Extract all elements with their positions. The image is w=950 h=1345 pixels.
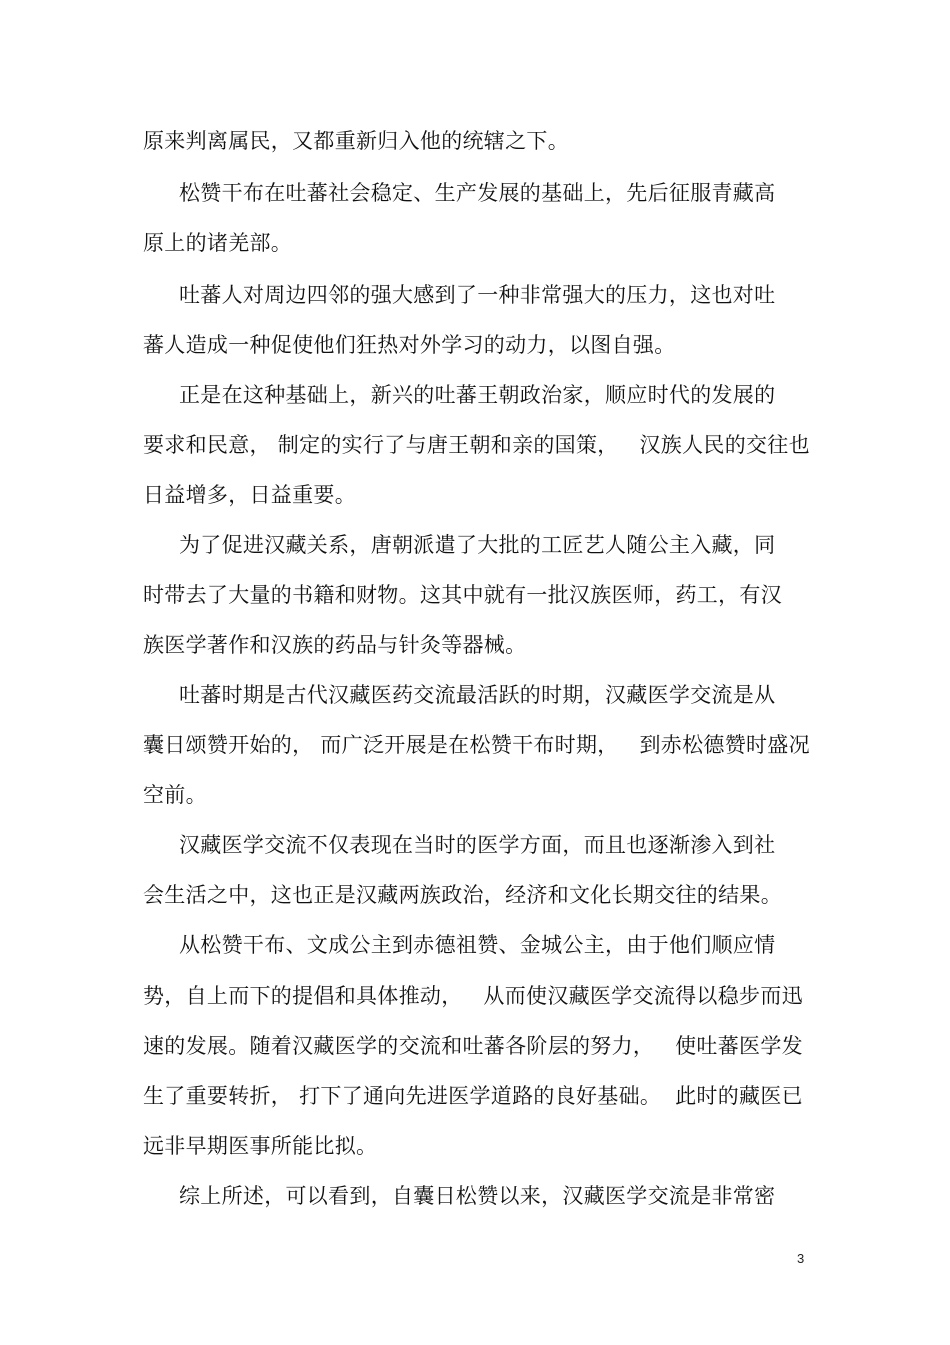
text-line: 要求和民意， 制定的实行了与唐王朝和亲的国策， 汉族人民的交往也 xyxy=(143,433,810,457)
text-line: 日益增多，日益重要。 xyxy=(143,483,356,507)
paragraph-first-line: 从松赞干布、文成公主到赤德祖赞、金城公主，由于他们顺应情 xyxy=(179,933,776,957)
paragraph-first-line: 综上所述，可以看到，自囊日松赞以来，汉藏医学交流是非常密 xyxy=(179,1184,776,1208)
paragraph-first-line: 松赞干布在吐蕃社会稳定、生产发展的基础上，先后征服青藏高 xyxy=(179,181,776,205)
text-line: 蕃人造成一种促使他们狂热对外学习的动力，以图自强。 xyxy=(143,333,676,357)
page-number: 3 xyxy=(797,1251,805,1266)
text-line: 速的发展。随着汉藏医学的交流和吐蕃各阶层的努力， 使吐蕃医学发 xyxy=(143,1034,803,1058)
text-line: 空前。 xyxy=(143,783,207,807)
text-line: 生了重要转折， 打下了通向先进医学道路的良好基础。 此时的藏医已 xyxy=(143,1084,803,1108)
text-line: 时带去了大量的书籍和财物。这其中就有一批汉族医师，药工，有汉 xyxy=(143,583,782,607)
text-line: 会生活之中，这也正是汉藏两族政治，经济和文化长期交往的结果。 xyxy=(143,883,782,907)
paragraph-first-line: 吐蕃人对周边四邻的强大感到了一种非常强大的压力，这也对吐 xyxy=(179,283,776,307)
paragraph-first-line: 正是在这种基础上，新兴的吐蕃王朝政治家，顺应时代的发展的 xyxy=(179,383,776,407)
paragraph-first-line: 汉藏医学交流不仅表现在当时的医学方面，而且也逐渐渗入到社 xyxy=(179,833,776,857)
text-line: 远非早期医事所能比拟。 xyxy=(143,1134,378,1158)
paragraph-first-line: 吐蕃时期是古代汉藏医药交流最活跃的时期，汉藏医学交流是从 xyxy=(179,683,776,707)
text-line: 势，自上而下的提倡和具体推动， 从而使汉藏医学交流得以稳步而迅 xyxy=(143,984,803,1008)
text-line: 原来判离属民，又都重新归入他的统辖之下。 xyxy=(143,129,569,153)
paragraph-first-line: 为了促进汉藏关系，唐朝派遣了大批的工匠艺人随公主入藏，同 xyxy=(179,533,776,557)
text-line: 原上的诸羌部。 xyxy=(143,231,293,255)
text-line: 族医学著作和汉族的药品与针灸等器械。 xyxy=(143,633,527,657)
text-line: 囊日颂赞开始的， 而广泛开展是在松赞干布时期， 到赤松德赞时盛况 xyxy=(143,733,810,757)
